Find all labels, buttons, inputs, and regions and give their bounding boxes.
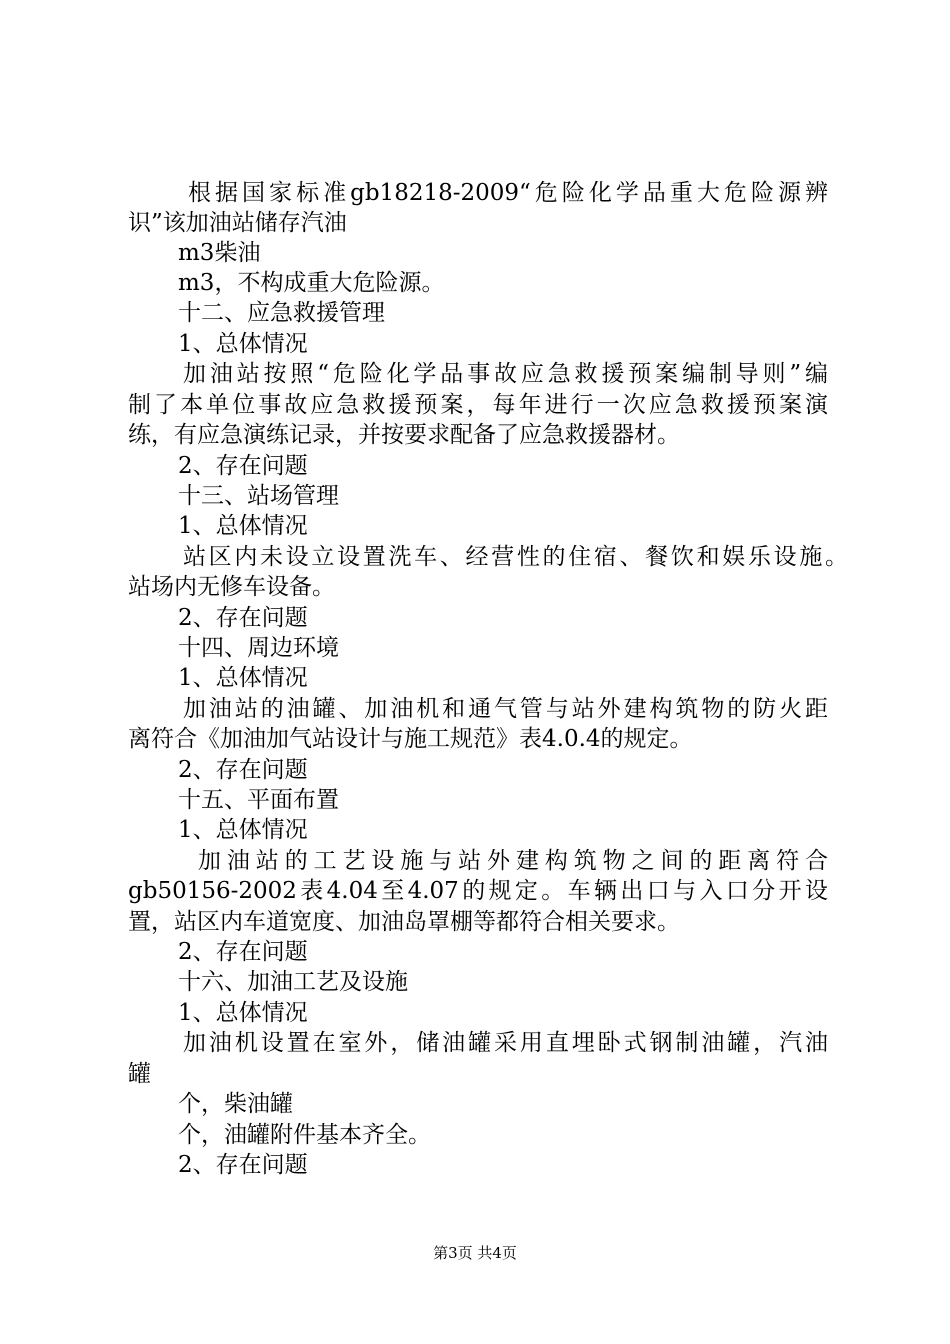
paragraph-line: 罐 bbox=[128, 1061, 151, 1087]
paragraph-line: 加油站的油罐、加油机和通气管与站外建构筑物的防火距 bbox=[183, 696, 828, 722]
paragraph-line: 根据国家标准gb18218-2009“危险化学品重大危险源辨 bbox=[188, 180, 828, 206]
subsection-heading: 2、存在问题 bbox=[178, 1152, 308, 1178]
paragraph-line: 站区内未设立设置洗车、经营性的住宿、餐饮和娱乐设施。 bbox=[183, 544, 848, 570]
paragraph-line: 个，柴油罐 bbox=[178, 1091, 293, 1117]
page-number-footer: 第3页 共4页 bbox=[433, 1244, 517, 1262]
subsection-heading: 1、总体情况 bbox=[178, 665, 308, 691]
paragraph-line: m3，不构成重大危险源。 bbox=[178, 270, 445, 296]
paragraph-line: gb50156-2002表4.04至4.07的规定。车辆出口与入口分开设 bbox=[128, 878, 828, 904]
paragraph-line: 练，有应急演练记录，并按要求配备了应急救援器材。 bbox=[128, 422, 680, 448]
paragraph-line: 站场内无修车设备。 bbox=[128, 574, 335, 600]
paragraph-line: 加油机设置在室外，储油罐采用直埋卧式钢制油罐，汽油 bbox=[183, 1030, 828, 1056]
paragraph-line: 个，油罐附件基本齐全。 bbox=[178, 1122, 431, 1148]
section-heading: 十二、应急救援管理 bbox=[178, 300, 385, 326]
subsection-heading: 1、总体情况 bbox=[178, 513, 308, 539]
paragraph-line: 置，站区内车道宽度、加油岛罩棚等都符合相关要求。 bbox=[128, 909, 680, 935]
section-heading: 十六、加油工艺及设施 bbox=[178, 969, 408, 995]
subsection-heading: 1、总体情况 bbox=[178, 331, 308, 357]
paragraph-line: 离符合《加油加气站设计与施工规范》表4.0.4的规定。 bbox=[128, 726, 693, 752]
paragraph-line: m3柴油 bbox=[178, 240, 261, 266]
section-heading: 十四、周边环境 bbox=[178, 635, 339, 661]
subsection-heading: 2、存在问题 bbox=[178, 453, 308, 479]
paragraph-line: 加油站按照“危险化学品事故应急救援预案编制导则”编 bbox=[183, 361, 828, 387]
paragraph-line: 识”该加油站储存汽油 bbox=[128, 210, 347, 236]
subsection-heading: 2、存在问题 bbox=[178, 757, 308, 783]
paragraph-line: 加油站的工艺设施与站外建构筑物之间的距离符合 bbox=[198, 848, 828, 874]
section-heading: 十三、站场管理 bbox=[178, 483, 339, 509]
paragraph-line: 制了本单位事故应急救援预案，每年进行一次应急救援预案演 bbox=[128, 392, 828, 418]
subsection-heading: 1、总体情况 bbox=[178, 817, 308, 843]
subsection-heading: 2、存在问题 bbox=[178, 939, 308, 965]
section-heading: 十五、平面布置 bbox=[178, 787, 339, 813]
subsection-heading: 2、存在问题 bbox=[178, 605, 308, 631]
subsection-heading: 1、总体情况 bbox=[178, 1000, 308, 1026]
